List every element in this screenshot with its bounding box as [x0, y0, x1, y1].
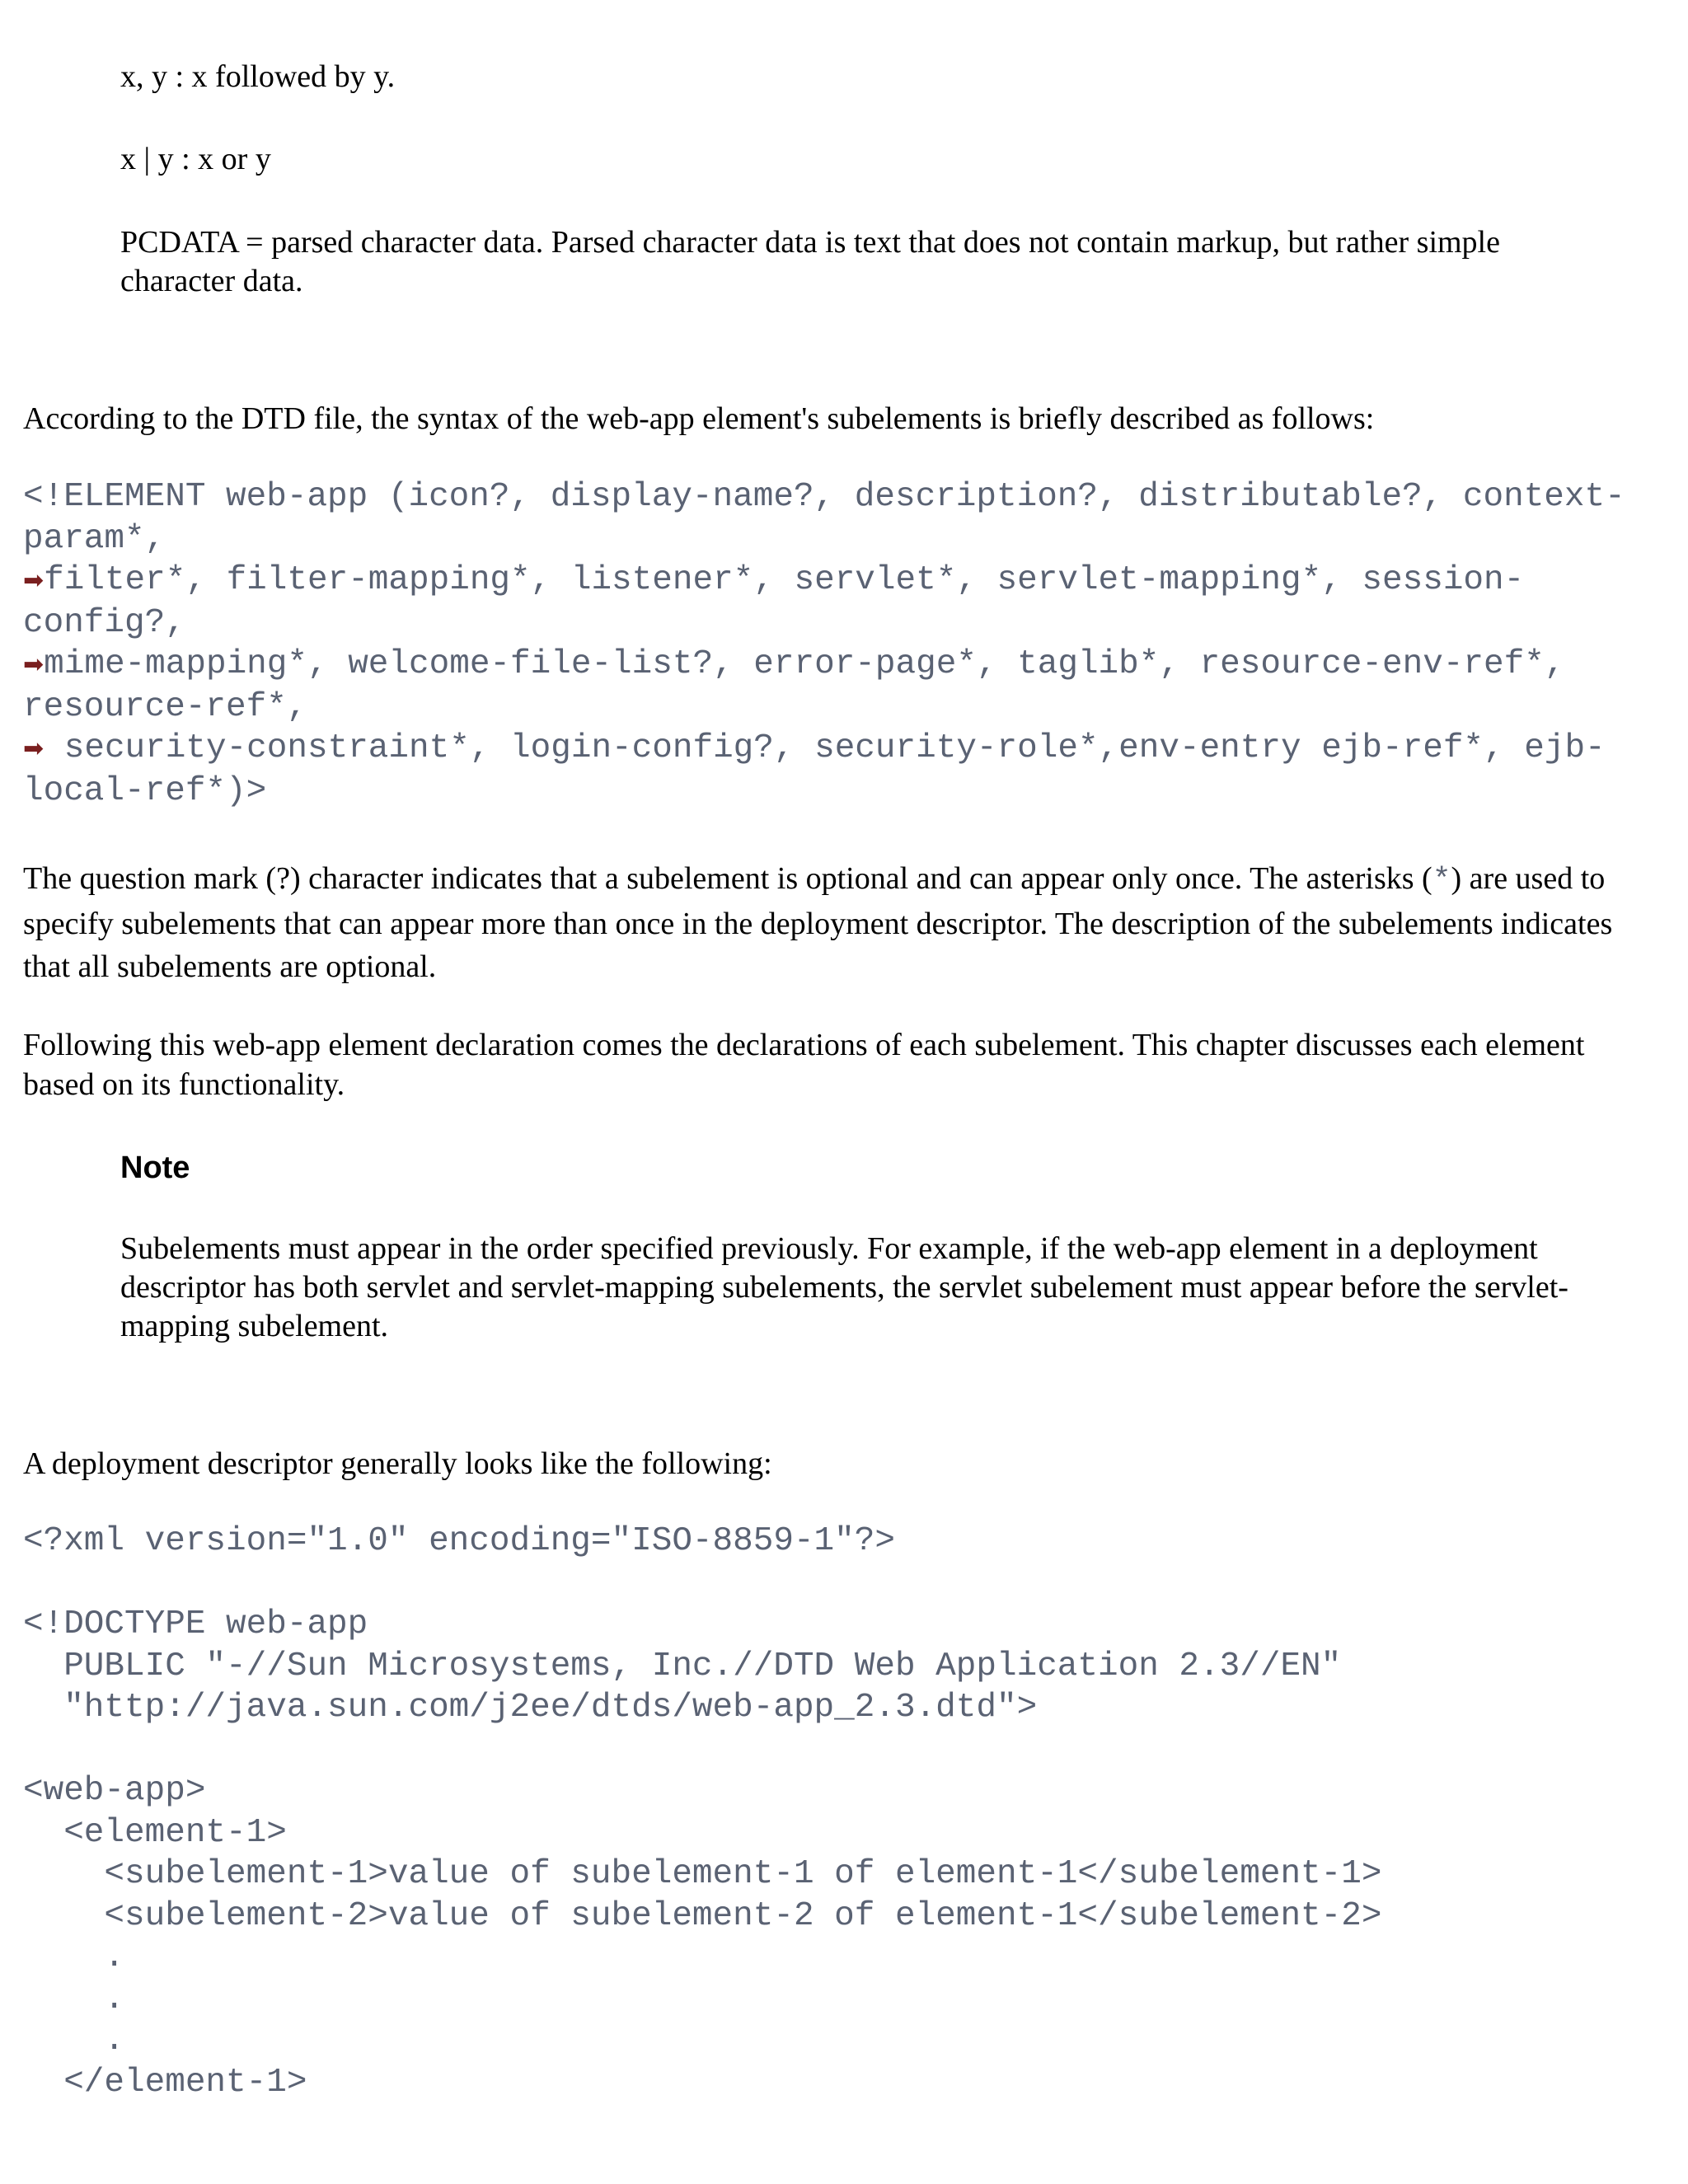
dtd-line: local-ref*)>: [23, 771, 267, 810]
definition-alternative: x | y : x or y: [120, 142, 271, 176]
paragraph-text: ) are used to specify subelements that can appear more than once in the deployment descriptor. The description of the subelements indicates that all subelements are optional.: [23, 861, 1613, 984]
following-paragraph: Following this web-app element declaration comes the declarations of each subelement. This chapter discusses each element based on its functionality.: [23, 1028, 1585, 1102]
dtd-line: filter*, filter-mapping*, listener*, servlet*, servlet-mapping*, session-: [44, 561, 1525, 599]
note-heading: Note: [120, 1151, 190, 1185]
xml-line: <web-app>: [23, 1772, 206, 1810]
ellipsis-dot: .: [23, 2022, 125, 2060]
optional-marker-paragraph: [23, 857, 1663, 988]
dtd-line: mime-mapping*, welcome-file-list?, error-page*, taglib*, resource-env-ref*,: [44, 645, 1565, 683]
xml-code-block: [23, 1521, 1381, 2103]
dtd-line: resource-ref*,: [23, 687, 307, 726]
xml-declaration: <?xml version="1.0" encoding="ISO-8859-1"?>: [23, 1522, 895, 1560]
ellipsis-dot: .: [23, 1980, 125, 2018]
intro-paragraph: According to the DTD file, the syntax of the web-app element's subelements is briefly described as follows:: [23, 401, 1375, 436]
dtd-line: <!ELEMENT web-app (icon?, display-name?, description?, distributable?, context-: [23, 478, 1625, 516]
dtd-line: security-constraint*, login-config?, security-role*,env-entry ejb-ref*, ejb-: [44, 729, 1606, 767]
paragraph-text: The question mark (?) character indicates that a subelement is optional and can appear only once. The asterisks (: [23, 861, 1432, 896]
definition-sequence: x, y : x followed by y.: [120, 59, 396, 94]
doctype-line: "http://java.sun.com/j2ee/dtds/web-app_2.3.dtd">: [23, 1689, 1038, 1727]
note-text: Subelements must appear in the order specified previously. For example, if the web-app element in a deployment descriptor has both servlet and servlet-mapping subelements, the servlet subelement must appear before the servlet-mapping subelement.: [120, 1231, 1568, 1343]
doctype-line: <!DOCTYPE web-app: [23, 1605, 368, 1643]
xml-line: <subelement-2>value of subelement-2 of element-1</subelement-2>: [23, 1896, 1382, 1935]
dtd-code-block: [23, 476, 1625, 812]
continuation-arrow-icon: ➡: [23, 650, 45, 679]
deploy-paragraph: A deployment descriptor generally looks like the following:: [23, 1446, 772, 1481]
continuation-arrow-icon: ➡: [23, 734, 45, 763]
dtd-line: config?,: [23, 603, 185, 642]
asterisk-code: *: [1432, 863, 1451, 898]
dtd-line: param*,: [23, 519, 166, 558]
xml-line: </element-1>: [23, 2063, 307, 2102]
xml-line: <subelement-1>value of subelement-1 of element-1</subelement-1>: [23, 1855, 1382, 1893]
ellipsis-dot: .: [23, 1938, 125, 1976]
xml-line: <element-1>: [23, 1813, 287, 1852]
continuation-arrow-icon: ➡: [23, 566, 45, 595]
doctype-line: PUBLIC "-//Sun Microsystems, Inc.//DTD Web Application 2.3//EN": [23, 1647, 1342, 1685]
definition-pcdata: PCDATA = parsed character data. Parsed character data is text that does not contain markup, but rather simple character data.: [120, 225, 1500, 298]
